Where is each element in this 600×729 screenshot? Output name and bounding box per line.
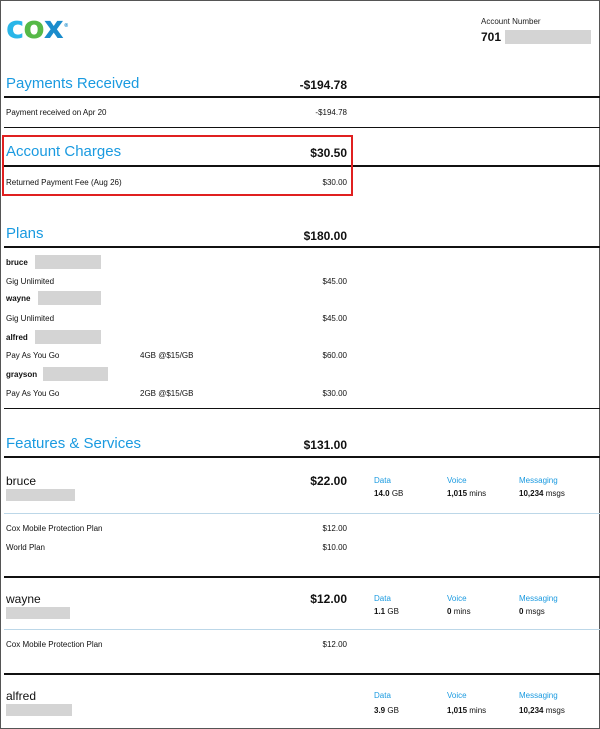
- data-header: Data: [374, 691, 391, 700]
- section-divider: [4, 456, 600, 458]
- plan-name: Pay As You Go: [6, 351, 60, 360]
- account-charges-title: Account Charges: [6, 143, 122, 160]
- charge-row-amount: $30.00: [322, 178, 347, 187]
- plan-detail: 4GB @$15/GB: [140, 351, 194, 360]
- feature-item-label: Cox Mobile Protection Plan: [6, 640, 103, 649]
- payments-received-title: Payments Received: [6, 75, 140, 92]
- features-total: $131.00: [303, 438, 347, 452]
- plan-user-name: alfred: [6, 333, 28, 342]
- features-title: Features & Services: [6, 435, 142, 452]
- messaging-header: Messaging: [519, 594, 558, 603]
- user-divider: [4, 673, 600, 675]
- voice-usage: 1,015 mins: [447, 706, 487, 715]
- voice-usage: 0 mins: [447, 607, 471, 616]
- plan-user-name: grayson: [6, 370, 38, 379]
- plan-name: Gig Unlimited: [6, 277, 55, 286]
- row-divider: [4, 127, 600, 128]
- voice-header: Voice: [447, 476, 467, 485]
- account-charges-total: $30.50: [310, 146, 347, 160]
- name-redaction: [38, 291, 101, 305]
- plan-user-name: bruce: [6, 258, 28, 267]
- feature-item-label: World Plan: [6, 543, 45, 552]
- data-header: Data: [374, 594, 391, 603]
- plan-detail: 2GB @$15/GB: [140, 389, 194, 398]
- payment-row-label: Payment received on Apr 20: [6, 108, 107, 117]
- feature-user-amount: $12.00: [310, 592, 347, 606]
- voice-header: Voice: [447, 691, 467, 700]
- plan-amount: $30.00: [322, 389, 347, 398]
- plans-title: Plans: [6, 225, 44, 242]
- feature-item-amount: $12.00: [322, 524, 347, 533]
- voice-usage: 1,015 mins: [447, 489, 487, 498]
- feature-item-amount: $12.00: [322, 640, 347, 649]
- messaging-usage: 10,234 msgs: [519, 706, 565, 715]
- messaging-usage: 0 msgs: [519, 607, 545, 616]
- account-number-redaction: [505, 30, 591, 44]
- messaging-header: Messaging: [519, 476, 558, 485]
- name-redaction: [43, 367, 108, 381]
- name-redaction: [35, 255, 101, 269]
- plan-name: Gig Unlimited: [6, 314, 55, 323]
- feature-user-name: wayne: [6, 592, 41, 606]
- plan-user-name: wayne: [6, 294, 31, 303]
- plan-amount: $45.00: [322, 314, 347, 323]
- section-divider: [4, 246, 600, 248]
- feature-user-name: alfred: [6, 689, 37, 703]
- data-usage: 1.1 GB: [374, 607, 399, 616]
- messaging-usage: 10,234 msgs: [519, 489, 565, 498]
- user-divider: [4, 576, 600, 578]
- plan-amount: $45.00: [322, 277, 347, 286]
- messaging-header: Messaging: [519, 691, 558, 700]
- name-redaction: [6, 607, 70, 619]
- account-number-label: Account Number: [481, 17, 541, 26]
- name-redaction: [6, 489, 75, 501]
- feature-item-amount: $10.00: [322, 543, 347, 552]
- row-divider: [4, 629, 600, 630]
- plan-name: Pay As You Go: [6, 389, 60, 398]
- cox-logo: cox®: [6, 10, 68, 46]
- feature-user-name: bruce: [6, 474, 37, 488]
- feature-item-label: Cox Mobile Protection Plan: [6, 524, 103, 533]
- plans-total: $180.00: [303, 229, 347, 243]
- name-redaction: [35, 330, 101, 344]
- data-header: Data: [374, 476, 391, 485]
- payment-row-amount: -$194.78: [315, 108, 347, 117]
- section-divider: [4, 96, 600, 98]
- name-redaction: [6, 704, 72, 716]
- voice-header: Voice: [447, 594, 467, 603]
- highlight-box: [2, 135, 353, 196]
- row-divider: [4, 408, 600, 409]
- data-usage: 14.0 GB: [374, 489, 404, 498]
- charge-row-label: Returned Payment Fee (Aug 26): [6, 178, 122, 187]
- data-usage: 3.9 GB: [374, 706, 399, 715]
- plan-amount: $60.00: [322, 351, 347, 360]
- row-divider: [4, 513, 600, 514]
- payments-received-total: -$194.78: [299, 78, 347, 92]
- feature-user-amount: $22.00: [310, 474, 347, 488]
- account-number-value: 701: [481, 30, 502, 44]
